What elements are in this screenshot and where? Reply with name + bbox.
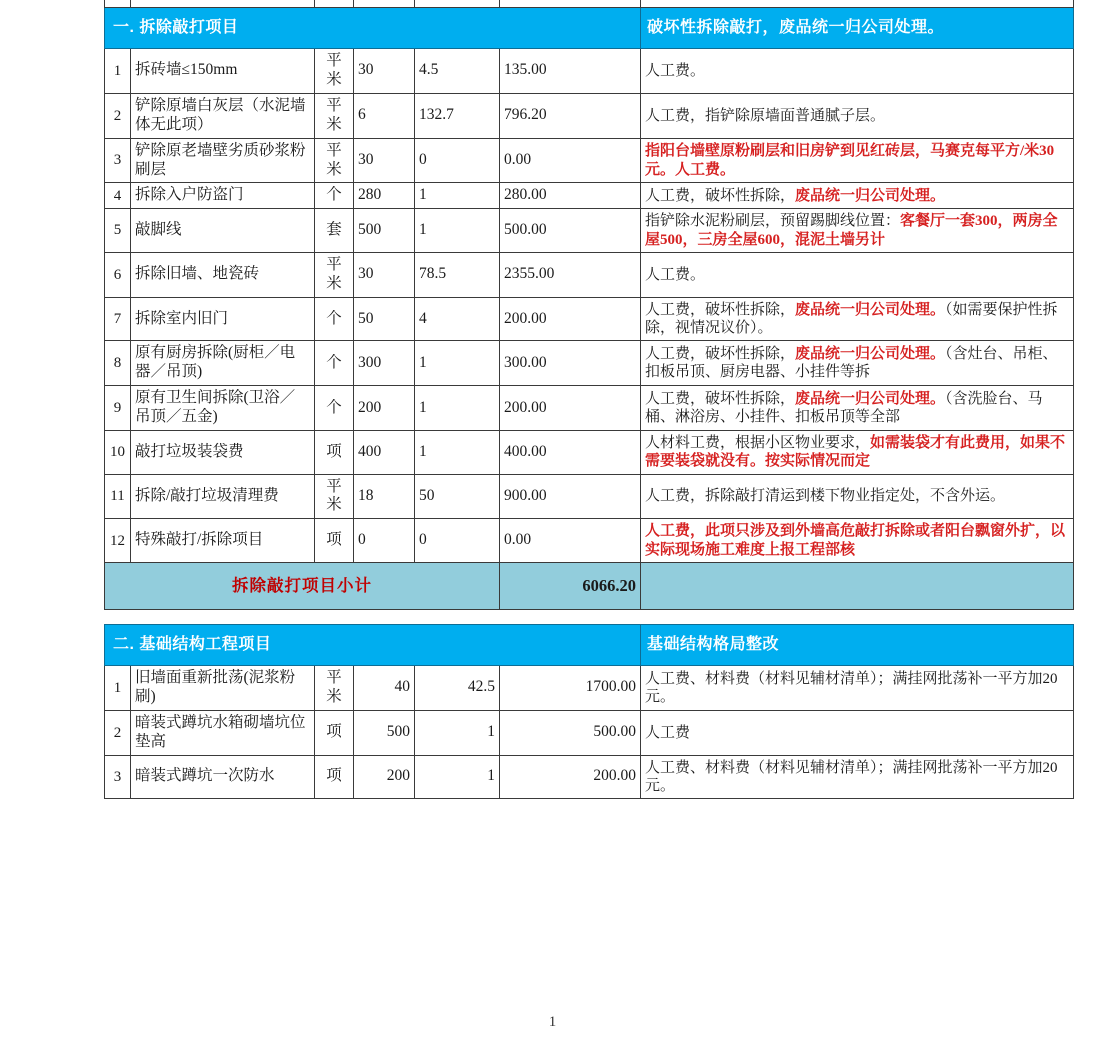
- row-qty: 1: [415, 430, 500, 474]
- row-note-red: 废品统一归公司处理。: [795, 187, 946, 204]
- table-row: [105, 474, 1074, 519]
- row-note: [641, 710, 1074, 755]
- row-note-plain: 人工费: [645, 724, 691, 741]
- row-note-plain: 人工费，破坏性拆除，: [645, 187, 796, 204]
- row-no: 8: [105, 341, 131, 386]
- row-name: 原有卫生间拆除(卫浴／吊顶／五金): [131, 386, 315, 431]
- row-qty: 1: [415, 183, 500, 209]
- row-name: 暗装式蹲坑一次防水: [131, 755, 315, 799]
- section-2-title: 二. 基础结构工程项目: [105, 624, 641, 665]
- row-unit: 平米: [315, 474, 354, 519]
- row-qty: 132.7: [415, 93, 500, 138]
- section-1-title: 一. 拆除敲打项目: [105, 8, 641, 49]
- row-qty: 0: [415, 519, 500, 563]
- section-header-2: [105, 624, 1074, 665]
- row-note-plain: 人工费。: [645, 62, 706, 79]
- row-note-plain: 人工费，破坏性拆除，: [645, 345, 796, 362]
- row-note: [641, 755, 1074, 799]
- row-amount: 1700.00: [500, 665, 641, 710]
- row-qty: 1: [415, 755, 500, 799]
- row-note-red: 客餐厅一套300，两房全屋500，三房全屋600，混泥土墙另计: [645, 213, 1058, 248]
- row-unit: 平米: [315, 49, 354, 94]
- table-row: [105, 519, 1074, 563]
- row-no: 1: [105, 49, 131, 94]
- row-name: 原有厨房拆除(厨柜／电器／吊顶): [131, 341, 315, 386]
- row-unit: 平米: [315, 665, 354, 710]
- row-amount: 500.00: [500, 209, 641, 253]
- section-gap: [105, 609, 1074, 624]
- clipped-cell-note: [641, 0, 1074, 8]
- row-name: 铲除原老墙壁劣质砂浆粉刷层: [131, 138, 315, 183]
- page-number: 1: [548, 1014, 557, 1030]
- row-name: 铲除原墙白灰层（水泥墙体无此项）: [131, 93, 315, 138]
- row-price: 6: [354, 93, 415, 138]
- row-note-red: 废品统一归公司处理。: [795, 301, 946, 318]
- row-unit: 项: [315, 430, 354, 474]
- row-amount: 200.00: [500, 386, 641, 431]
- row-price: 30: [354, 138, 415, 183]
- row-amount: 280.00: [500, 183, 641, 209]
- row-no: 4: [105, 183, 131, 209]
- clipped-cell-no: [105, 0, 131, 8]
- subtotal-label: 拆除敲打项目小计: [105, 562, 500, 609]
- row-price: 300: [354, 341, 415, 386]
- table-row: [105, 341, 1074, 386]
- row-note-tail: （含灶台、吊柜、扣板吊顶、厨房电器、小挂件等拆: [645, 345, 1058, 381]
- row-note-plain: 人工费，破坏性拆除，: [645, 301, 796, 318]
- row-note: [641, 297, 1074, 341]
- table-row: [105, 430, 1074, 474]
- table-row: [105, 297, 1074, 341]
- row-note-plain: 人材料工费，根据小区物业要求，: [645, 434, 871, 451]
- row-name: 敲脚线: [131, 209, 315, 253]
- table-row: [105, 755, 1074, 799]
- row-name: 特殊敲打/拆除项目: [131, 519, 315, 563]
- row-no: 3: [105, 138, 131, 183]
- row-name: 旧墙面重新批荡(泥浆粉刷): [131, 665, 315, 710]
- row-unit: 平米: [315, 138, 354, 183]
- row-amount: 200.00: [500, 755, 641, 799]
- row-name: 暗装式蹲坑水箱砌墙坑位垫高: [131, 710, 315, 755]
- section-2-note: 基础结构格局整改: [641, 624, 1074, 665]
- row-no: 2: [105, 93, 131, 138]
- row-note: [641, 252, 1074, 297]
- row-name: 拆除室内旧门: [131, 297, 315, 341]
- row-note: [641, 341, 1074, 386]
- table-row: [105, 49, 1074, 94]
- row-qty: 1: [415, 386, 500, 431]
- row-unit: 项: [315, 710, 354, 755]
- row-unit: 项: [315, 755, 354, 799]
- row-note: [641, 209, 1074, 253]
- row-note: [641, 386, 1074, 431]
- row-unit: 项: [315, 519, 354, 563]
- row-note-plain: 人工费、材料费（材料见辅材清单）；满挂网批荡补一平方加20元。: [645, 670, 1058, 705]
- row-no: 11: [105, 474, 131, 519]
- row-amount: 796.20: [500, 93, 641, 138]
- row-qty: 1: [415, 710, 500, 755]
- row-name: 拆除旧墙、地瓷砖: [131, 252, 315, 297]
- row-price: 500: [354, 209, 415, 253]
- row-amount: 0.00: [500, 138, 641, 183]
- row-note: [641, 183, 1074, 209]
- row-no: 1: [105, 665, 131, 710]
- row-note: [641, 665, 1074, 710]
- row-name: 拆砖墙≤150mm: [131, 49, 315, 94]
- quotation-table: [104, 0, 1074, 799]
- clipped-cell-price: [354, 0, 415, 8]
- row-note-plain: 人工费，指铲除原墙面普通腻子层。: [645, 107, 886, 124]
- row-no: 7: [105, 297, 131, 341]
- subtotal-note-cell: [641, 562, 1074, 609]
- row-note-plain: 人工费。: [645, 266, 706, 283]
- row-qty: 4: [415, 297, 500, 341]
- row-price: 400: [354, 430, 415, 474]
- section-header-1: [105, 8, 1074, 49]
- row-note: [641, 49, 1074, 94]
- row-amount: 0.00: [500, 519, 641, 563]
- row-note-red: 废品统一归公司处理。: [795, 390, 946, 407]
- row-unit: 个: [315, 386, 354, 431]
- row-amount: 900.00: [500, 474, 641, 519]
- quotation-table-body: [105, 0, 1074, 799]
- row-no: 5: [105, 209, 131, 253]
- table-row: [105, 183, 1074, 209]
- row-note-plain: 指铲除水泥粉刷层，预留踢脚线位置：: [645, 213, 901, 230]
- row-amount: 300.00: [500, 341, 641, 386]
- row-price: 200: [354, 386, 415, 431]
- row-note-tail: （含洗脸台、马桶、淋浴房、小挂件、扣板吊顶等全部: [645, 390, 1043, 426]
- row-price: 30: [354, 252, 415, 297]
- row-name: 拆除/敲打垃圾清理费: [131, 474, 315, 519]
- row-price: 500: [354, 710, 415, 755]
- row-note: [641, 474, 1074, 519]
- row-price: 200: [354, 755, 415, 799]
- row-no: 9: [105, 386, 131, 431]
- subtotal-amount: 6066.20: [500, 562, 641, 609]
- row-note-plain: 人工费，破坏性拆除，: [645, 390, 796, 407]
- table-row: [105, 665, 1074, 710]
- row-amount: 2355.00: [500, 252, 641, 297]
- row-note-red: 指阳台墙壁原粉刷层和旧房铲到见红砖层，马赛克每平方/米30元。人工费。: [645, 143, 1055, 178]
- row-no: 2: [105, 710, 131, 755]
- table-row: [105, 209, 1074, 253]
- table-row: [105, 138, 1074, 183]
- clipped-top-row: [105, 0, 1074, 8]
- row-note: [641, 138, 1074, 183]
- row-amount: 500.00: [500, 710, 641, 755]
- row-qty: 42.5: [415, 665, 500, 710]
- quotation-sheet: [104, 0, 1073, 799]
- row-note-tail: （如需要保护性拆除，视情况议价）。: [645, 301, 1058, 337]
- section-1-subtotal-row: [105, 562, 1074, 609]
- row-unit: 套: [315, 209, 354, 253]
- table-row: [105, 386, 1074, 431]
- row-name: 敲打垃圾装袋费: [131, 430, 315, 474]
- row-amount: 400.00: [500, 430, 641, 474]
- clipped-cell-unit: [315, 0, 354, 8]
- table-row: [105, 93, 1074, 138]
- row-unit: 平米: [315, 252, 354, 297]
- row-no: 6: [105, 252, 131, 297]
- table-row: [105, 710, 1074, 755]
- section-gap-cell: [105, 609, 1074, 624]
- row-note-red: 如需装袋才有此费用，如果不需要装袋就没有。按实际情况而定: [645, 434, 1066, 470]
- row-note-plain: 人工费，拆除敲打清运到楼下物业指定处，不含外运。: [645, 488, 1006, 505]
- row-unit: 平米: [315, 93, 354, 138]
- row-no: 3: [105, 755, 131, 799]
- row-note-plain: 人工费、材料费（材料见辅材清单）；满挂网批荡补一平方加20元。: [645, 759, 1058, 794]
- row-price: 50: [354, 297, 415, 341]
- row-qty: 78.5: [415, 252, 500, 297]
- clipped-cell-qty: [415, 0, 500, 8]
- clipped-cell-amount: [500, 0, 641, 8]
- row-qty: 4.5: [415, 49, 500, 94]
- row-price: 40: [354, 665, 415, 710]
- row-qty: 0: [415, 138, 500, 183]
- row-unit: 个: [315, 341, 354, 386]
- row-price: 18: [354, 474, 415, 519]
- clipped-cell-name: [131, 0, 315, 8]
- row-note-red: 废品统一归公司处理。: [795, 345, 946, 362]
- row-amount: 135.00: [500, 49, 641, 94]
- row-unit: 个: [315, 183, 354, 209]
- row-price: 0: [354, 519, 415, 563]
- row-price: 280: [354, 183, 415, 209]
- row-note: [641, 93, 1074, 138]
- row-no: 12: [105, 519, 131, 563]
- row-qty: 1: [415, 209, 500, 253]
- row-qty: 1: [415, 341, 500, 386]
- row-qty: 50: [415, 474, 500, 519]
- row-name: 拆除入户防盗门: [131, 183, 315, 209]
- table-row: [105, 252, 1074, 297]
- row-price: 30: [354, 49, 415, 94]
- row-note-red: 人工费，此项只涉及到外墙高危敲打拆除或者阳台飘窗外扩，以实际现场施工难度上报工程部核: [645, 523, 1066, 558]
- section-1-note: 破坏性拆除敲打，废品统一归公司处理。: [641, 8, 1074, 49]
- row-no: 10: [105, 430, 131, 474]
- row-note: [641, 519, 1074, 563]
- row-amount: 200.00: [500, 297, 641, 341]
- row-unit: 个: [315, 297, 354, 341]
- row-note: [641, 430, 1074, 474]
